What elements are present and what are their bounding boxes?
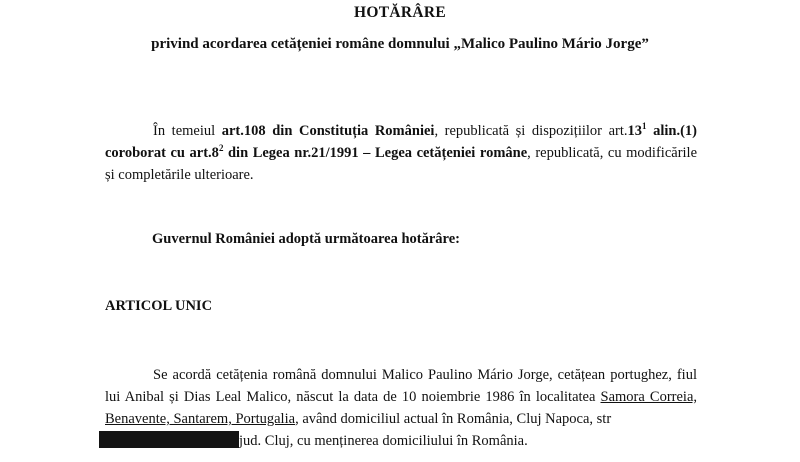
article-body: Se acordă cetățenia română domnului Malico Paulino Mário Jorge, cetățean portughez, fiul lui Anibal și Dias Leal Malico, născut la data de 10 noiembrie 1986 în localitatea Samora Correia, Benavente, Santarem, Portugalia, având domiciliul actual în România, Cluj Napoca, str jud. Cluj, cu menținerea domiciliului în România.	[105, 364, 697, 452]
article-title: ARTICOL UNIC	[105, 298, 213, 314]
preamble-paragraph: În temeiul art.108 din Constituția României, republicată și dispozițiilor $art.13^1$ alin.(1) coroborat cu $art.8^2$ din Legea nr.21/1991 – Legea cetățeniei române, republicată, cu modificările și completările ulterioare.	[105, 121, 698, 183]
birthplace-underlined: Samora Correia, Benavente, Santarem, Portugalia	[105, 389, 698, 427]
article-13-ref: $13^1$ alin.(1) coroborat cu $art.8^2$ din Legea nr.21/1991 – Legea cetățeniei române	[105, 121, 697, 161]
document-title: HOTĂRÂRE	[354, 4, 446, 21]
redaction-bar	[99, 431, 239, 448]
adoption-statement: Guvernul României adoptă următoarea hotărâre:	[152, 231, 460, 247]
document-subtitle: privind acordarea cetățeniei române domnului „Malico Paulino Mário Jorge”	[151, 36, 649, 52]
